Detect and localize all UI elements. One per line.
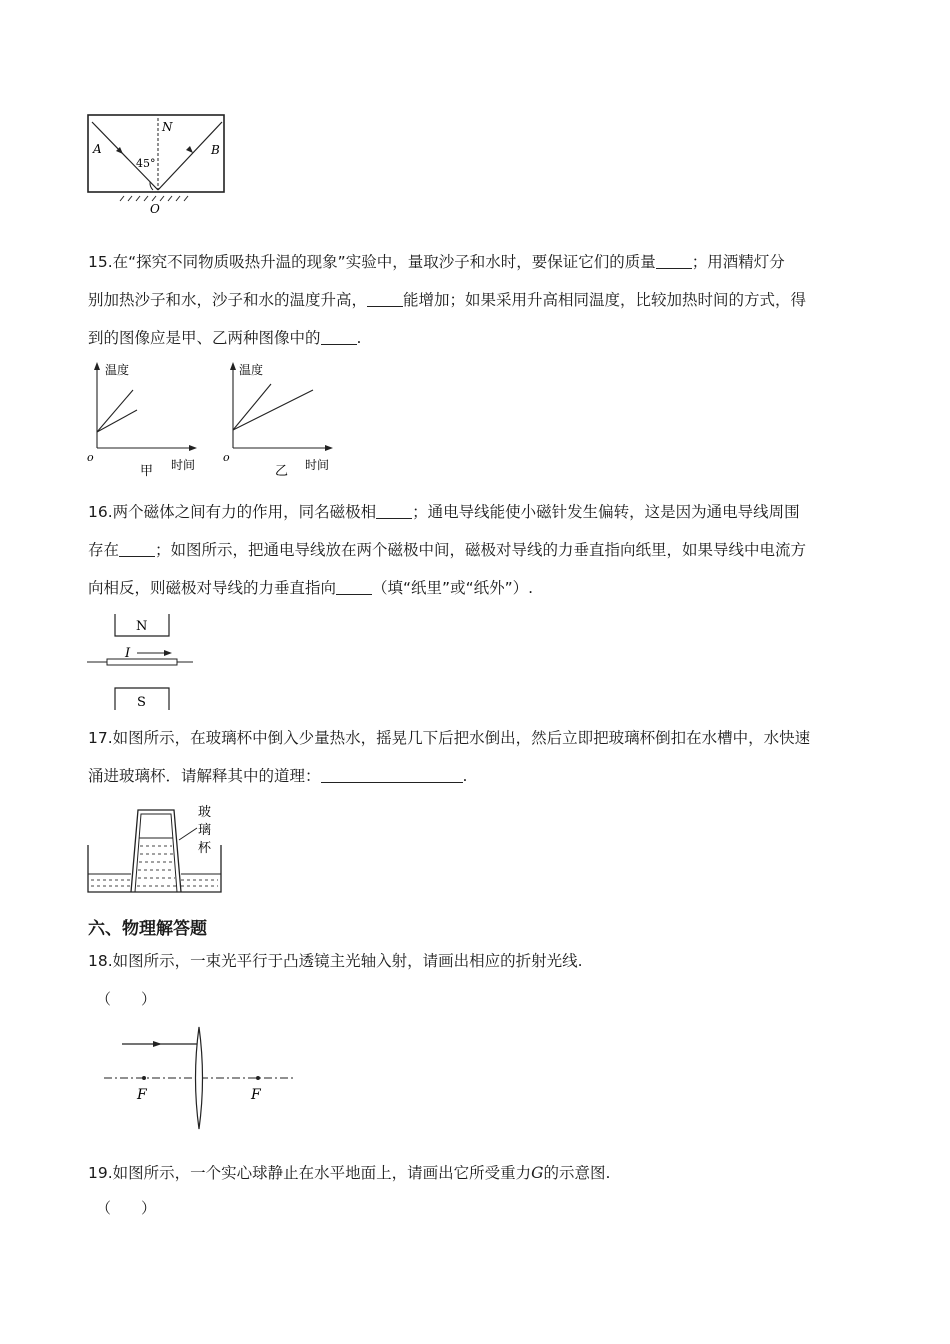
graph-jia-caption: 甲 xyxy=(140,464,154,479)
q17-line-1: 17.如图所示，在玻璃杯中倒入少量热水，摇晃几下后把水倒出，然后立即把玻璃杯倒扣在水槽中，水快速 xyxy=(88,729,811,747)
question-16 xyxy=(88,493,868,607)
q18-text: 18.如图所示，一束光平行于凸透镜主光轴入射，请画出相应的折射光线. xyxy=(88,952,583,970)
q16-line-2: 存在 ；如图所示，把通电导线放在两个磁极中间，磁极对导线的力垂直指向纸里，如果导线中电流方 xyxy=(88,541,807,559)
angle-label: 45° xyxy=(136,157,156,170)
glass-label-2: 璃 xyxy=(198,823,212,838)
temperature-graphs xyxy=(85,360,345,480)
graph-jia xyxy=(87,362,197,479)
q15-blank-3[interactable] xyxy=(321,329,357,346)
graph-jia-xlabel: 时间 xyxy=(171,458,196,472)
q19-text: 19.如图所示，一个实心球静止在水平地面上，请画出它所受重力G的示意图. xyxy=(88,1164,611,1182)
glass-trough-figure xyxy=(83,800,228,900)
graph-yi-caption: 乙 xyxy=(275,464,289,479)
question-19 xyxy=(88,1154,868,1192)
q18-answer-paren[interactable]: （ ） xyxy=(96,990,157,1008)
q16-line-1: 16.两个磁体之间有力的作用，同名磁极相 ；通电导线能使小磁针发生偏转，这是因为通电导线周围 xyxy=(88,503,800,521)
graph-yi-origin: o xyxy=(223,451,230,464)
north-pole-label: N xyxy=(136,619,148,634)
glass-label-1: 玻 xyxy=(198,805,212,820)
gravity-symbol: G xyxy=(531,1164,544,1182)
question-15 xyxy=(88,243,868,357)
q16-blank-3[interactable] xyxy=(336,579,372,596)
reflection-figure xyxy=(80,110,230,220)
q15-blank-1[interactable] xyxy=(656,253,692,270)
q17-line-2: 涌进玻璃杯．请解释其中的道理： . xyxy=(88,767,468,785)
q15-line-3: 到的图像应是甲、乙两种图像中的 . xyxy=(88,329,362,347)
graph-jia-ylabel: 温度 xyxy=(105,363,130,377)
q17-blank-1[interactable] xyxy=(321,767,463,784)
convex-lens-figure xyxy=(102,1025,302,1135)
q16-blank-1[interactable] xyxy=(376,503,412,520)
graph-yi-xlabel: 时间 xyxy=(305,458,330,472)
question-17 xyxy=(88,719,868,795)
q15-line-1: 15.在“探究不同物质吸热升温的现象”实验中，量取沙子和水时，要保证它们的质量 ；用酒精灯分 xyxy=(88,253,785,271)
graph-yi-ylabel: 温度 xyxy=(239,363,264,377)
q15-line-2: 别加热沙子和水，沙子和水的温度升高， 能增加；如果采用升高相同温度，比较加热时间的方式，得 xyxy=(88,291,807,309)
q16-blank-2[interactable] xyxy=(119,541,155,558)
q15-blank-2[interactable] xyxy=(367,291,403,308)
ray-a-label: A xyxy=(93,142,102,156)
focus-left-label: F xyxy=(137,1087,147,1103)
magnet-wire-figure xyxy=(85,612,205,712)
normal-label: N xyxy=(162,120,173,134)
south-pole-label: S xyxy=(137,695,146,710)
point-o-label: O xyxy=(150,202,160,216)
ray-b-label: B xyxy=(211,143,220,157)
glass-label-3: 杯 xyxy=(198,841,212,856)
current-label: I xyxy=(125,646,131,661)
focus-right-label: F xyxy=(251,1087,261,1103)
question-18 xyxy=(88,942,868,980)
q19-answer-paren[interactable]: （ ） xyxy=(96,1199,157,1217)
graph-yi xyxy=(223,362,333,479)
q16-line-3: 向相反，则磁极对导线的力垂直指向 （填“纸里”或“纸外”）. xyxy=(88,579,534,597)
section-title: 六、物理解答题 xyxy=(88,919,207,939)
graph-jia-origin: o xyxy=(87,451,94,464)
